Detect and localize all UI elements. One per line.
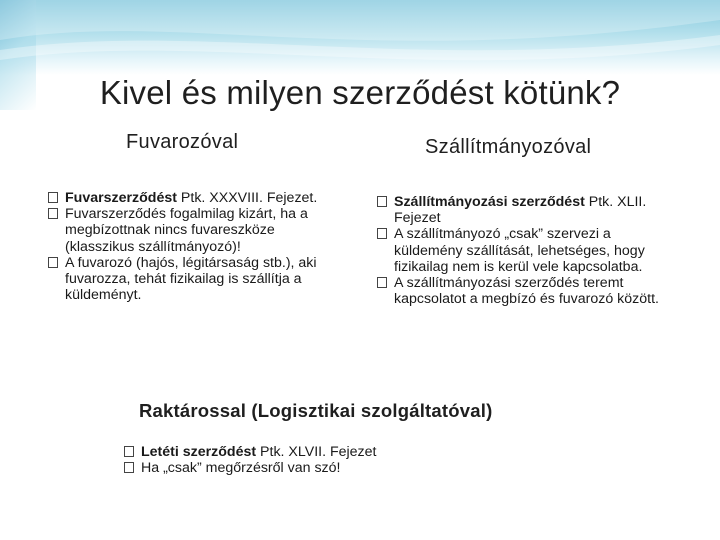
bullet-text: Ptk. XXXVIII. Fejezet.: [176, 190, 318, 206]
bottom-bullet-list: [124, 444, 524, 476]
bullet-bold-text: Letéti szerződést: [141, 444, 257, 460]
list-item: [48, 206, 348, 255]
square-bullet-icon: [48, 257, 58, 268]
list-item: [377, 275, 667, 307]
list-item: [124, 444, 524, 460]
section-heading-raktaros: Raktárossal (Logisztikai szolgáltatóval): [139, 400, 493, 421]
left-bullet-list: [48, 190, 348, 303]
column-heading-szallitmanyozo: Szállítmányozóval: [425, 136, 592, 158]
list-item: [124, 460, 524, 476]
bullet-text: A szállítmányozási szerződés teremt kapcsolatot a megbízó és fuvarozó között.: [394, 275, 659, 308]
slide-title: Kivel és milyen szerződést kötünk?: [99, 74, 621, 111]
bullet-bold-text: Szállítmányozási szerződést: [394, 194, 585, 210]
column-heading-fuvarozo: Fuvarozóval: [126, 131, 239, 153]
list-item: [377, 226, 667, 275]
square-bullet-icon: [124, 462, 134, 473]
bullet-text: Ptk. XLII. Fejezet: [394, 194, 647, 227]
bullet-text: Ptk. XLVII. Fejezet: [256, 444, 377, 460]
bullet-bold-text: Fuvarszerződést: [65, 190, 177, 206]
list-item: [48, 190, 348, 206]
right-bullet-list: [377, 194, 667, 307]
square-bullet-icon: [48, 208, 58, 219]
list-item: [377, 194, 667, 226]
square-bullet-icon: [377, 228, 387, 239]
bullet-text: A fuvarozó (hajós, légitársaság stb.), aki fuvarozza, tehát fizikailag is szállítja a küldeményt.: [65, 254, 317, 304]
list-item: [48, 255, 348, 304]
square-bullet-icon: [48, 192, 58, 203]
bullet-text: A szállítmányozó „csak” szervezi a küldemény szállítását, lehetséges, hogy fizikailag nem is kerül vele kapcsolatba.: [394, 226, 645, 275]
square-bullet-icon: [377, 277, 387, 288]
square-bullet-icon: [124, 446, 134, 457]
bullet-text: Fuvarszerződés fogalmilag kizárt, ha a megbízottnak nincs fuvareszköze (klasszikus szállítmányozó)!: [65, 206, 308, 255]
bullet-text: Ha „csak” megőrzésről van szó!: [141, 460, 341, 477]
square-bullet-icon: [377, 196, 387, 207]
